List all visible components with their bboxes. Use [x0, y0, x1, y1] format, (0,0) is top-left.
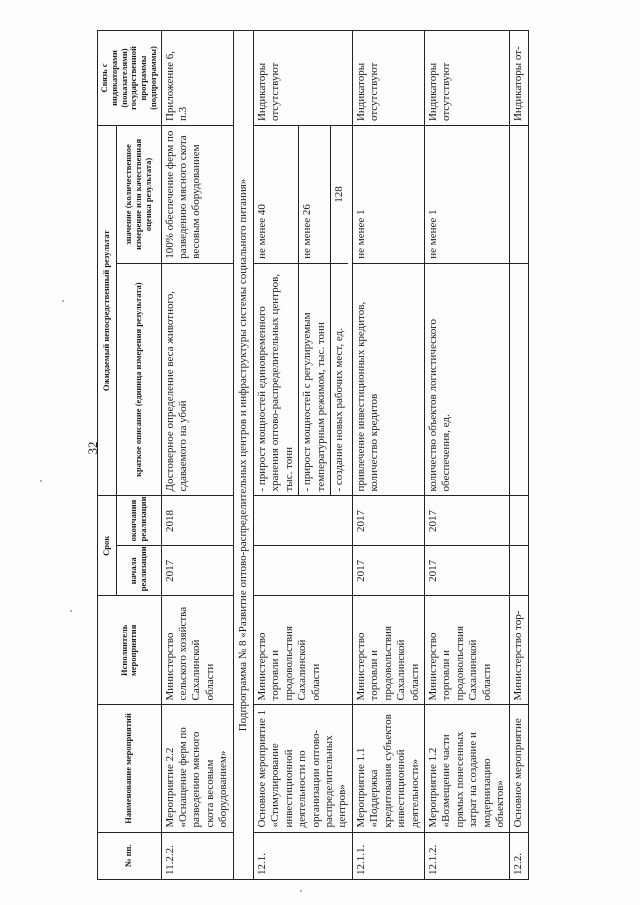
result-value: не менее 26 [299, 126, 331, 263]
table-body [161, 31, 528, 880]
scan-speck [70, 610, 72, 612]
row-executor: Министерство торговли и продовольствия Сахалинской области [424, 596, 509, 705]
result-value [510, 126, 528, 264]
row-start [510, 546, 528, 596]
row-end: 2018 [161, 496, 233, 546]
rotated-table-container [97, 30, 612, 880]
header-result: Ожидаемый непосредственный результат [98, 126, 117, 496]
row-num: 12.1.1. [352, 832, 424, 879]
result-value: не менее 40 [254, 126, 299, 263]
row-num: 11.2.2. [161, 832, 233, 879]
row-executor: Министерство тор- [510, 596, 528, 705]
row-name: Основное мероприятие [510, 705, 528, 832]
row-link: Приложение 6, п.3 [161, 31, 233, 126]
result-value: 100% обеспечение ферм по разведению мясного скота весовым оборудованием [161, 126, 233, 264]
row-name: Основное мероприятие 1 «Стимулирование инвестиционной деятельности по организации оптово-распределительных центров» [254, 705, 353, 832]
row-end [254, 496, 353, 546]
row-start [254, 546, 353, 596]
row-executor: Министерство торговли и продовольствия Сахалинской области [254, 596, 353, 705]
row-link: Индикаторы отсутствуют [352, 31, 424, 126]
scan-speck [300, 890, 302, 892]
section-title: Подпрограмма № 8 «Развитие оптово-распределительных центров и инфраструктуры системы социального питания» [233, 31, 253, 880]
table-row [424, 31, 509, 880]
row-num: 12.2. [510, 832, 528, 879]
page-number: 32 [85, 441, 100, 455]
row-num: 12.1. [254, 832, 353, 879]
table-row [161, 31, 233, 880]
table-row [352, 31, 424, 880]
header-term-end: окончания реализации [117, 496, 161, 546]
row-link: Индикаторы от- [510, 31, 528, 126]
header-executor: Исполнитель мероприятия [98, 596, 162, 705]
row-num: 12.1.2. [424, 832, 509, 879]
row-link: Индикаторы отсутствуют [424, 31, 509, 126]
result-desc: Достоверное определение веса животного, сдаваемого на убой [161, 263, 233, 496]
table-row [254, 31, 353, 880]
row-executor: Министерство сельского хозяйства Сахалинской области [161, 596, 233, 705]
row-executor: Министерство торговли и продовольствия Сахалинской области [352, 596, 424, 705]
results-cell [254, 126, 353, 496]
result-value: не менее 1 [424, 126, 509, 264]
scan-speck [40, 480, 42, 482]
result-desc: - создание новых рабочих мест, ед. [333, 328, 346, 492]
scan-speck [62, 300, 64, 302]
row-end [510, 496, 528, 546]
result-desc: - прирост мощностей единовременного хранения оптово-распределительных центров, тыс. тонн [254, 263, 299, 495]
row-end: 2017 [352, 496, 424, 546]
header-result-value: значение (количественное измерение или качественная оценка результата) [117, 126, 161, 264]
row-name: Мероприятие 1.1 «Поддержка кредитования субъектов инвестиционной деятельности» [352, 705, 424, 832]
result-desc: - прирост мощностей с регулируемым температурным режимом, тыс. тонн [299, 263, 331, 495]
header-num: № пп. [98, 832, 162, 879]
result-desc: количество объектов логистического обеспечения, ед. [424, 263, 509, 496]
row-start: 2017 [424, 546, 509, 596]
table-viewport [97, 30, 612, 880]
table-row [510, 31, 528, 880]
row-start: 2017 [352, 546, 424, 596]
header-term: Срок [98, 496, 117, 596]
row-start: 2017 [161, 546, 233, 596]
row-end: 2017 [424, 496, 509, 546]
row-name: Мероприятие 1.2 «Возмещение части прямых понесенных затрат на создание и модернизацию объектов» [424, 705, 509, 832]
header-term-start: начала реализации [117, 546, 161, 596]
row-link: Индикаторы отсутствуют [254, 31, 353, 126]
section-row [233, 31, 253, 880]
result-desc: привлечение инвестиционных кредитов, количество кредитов [352, 263, 424, 496]
header-link: Связь с индикаторами (показателями) государственной программы (подпрограммы) [98, 31, 162, 126]
header-result-desc: краткое описание (единица измерения результата) [117, 263, 161, 496]
result-value: не менее 1 [352, 126, 424, 264]
row-name: Мероприятие 2.2 «Оснащение ферм по разведению мясного скота весовым оборудованием» [161, 705, 233, 832]
header-name: Наименование мероприятий [98, 705, 162, 832]
program-measures-table [97, 30, 529, 880]
result-value: 128 [331, 126, 349, 263]
result-desc [510, 263, 528, 496]
